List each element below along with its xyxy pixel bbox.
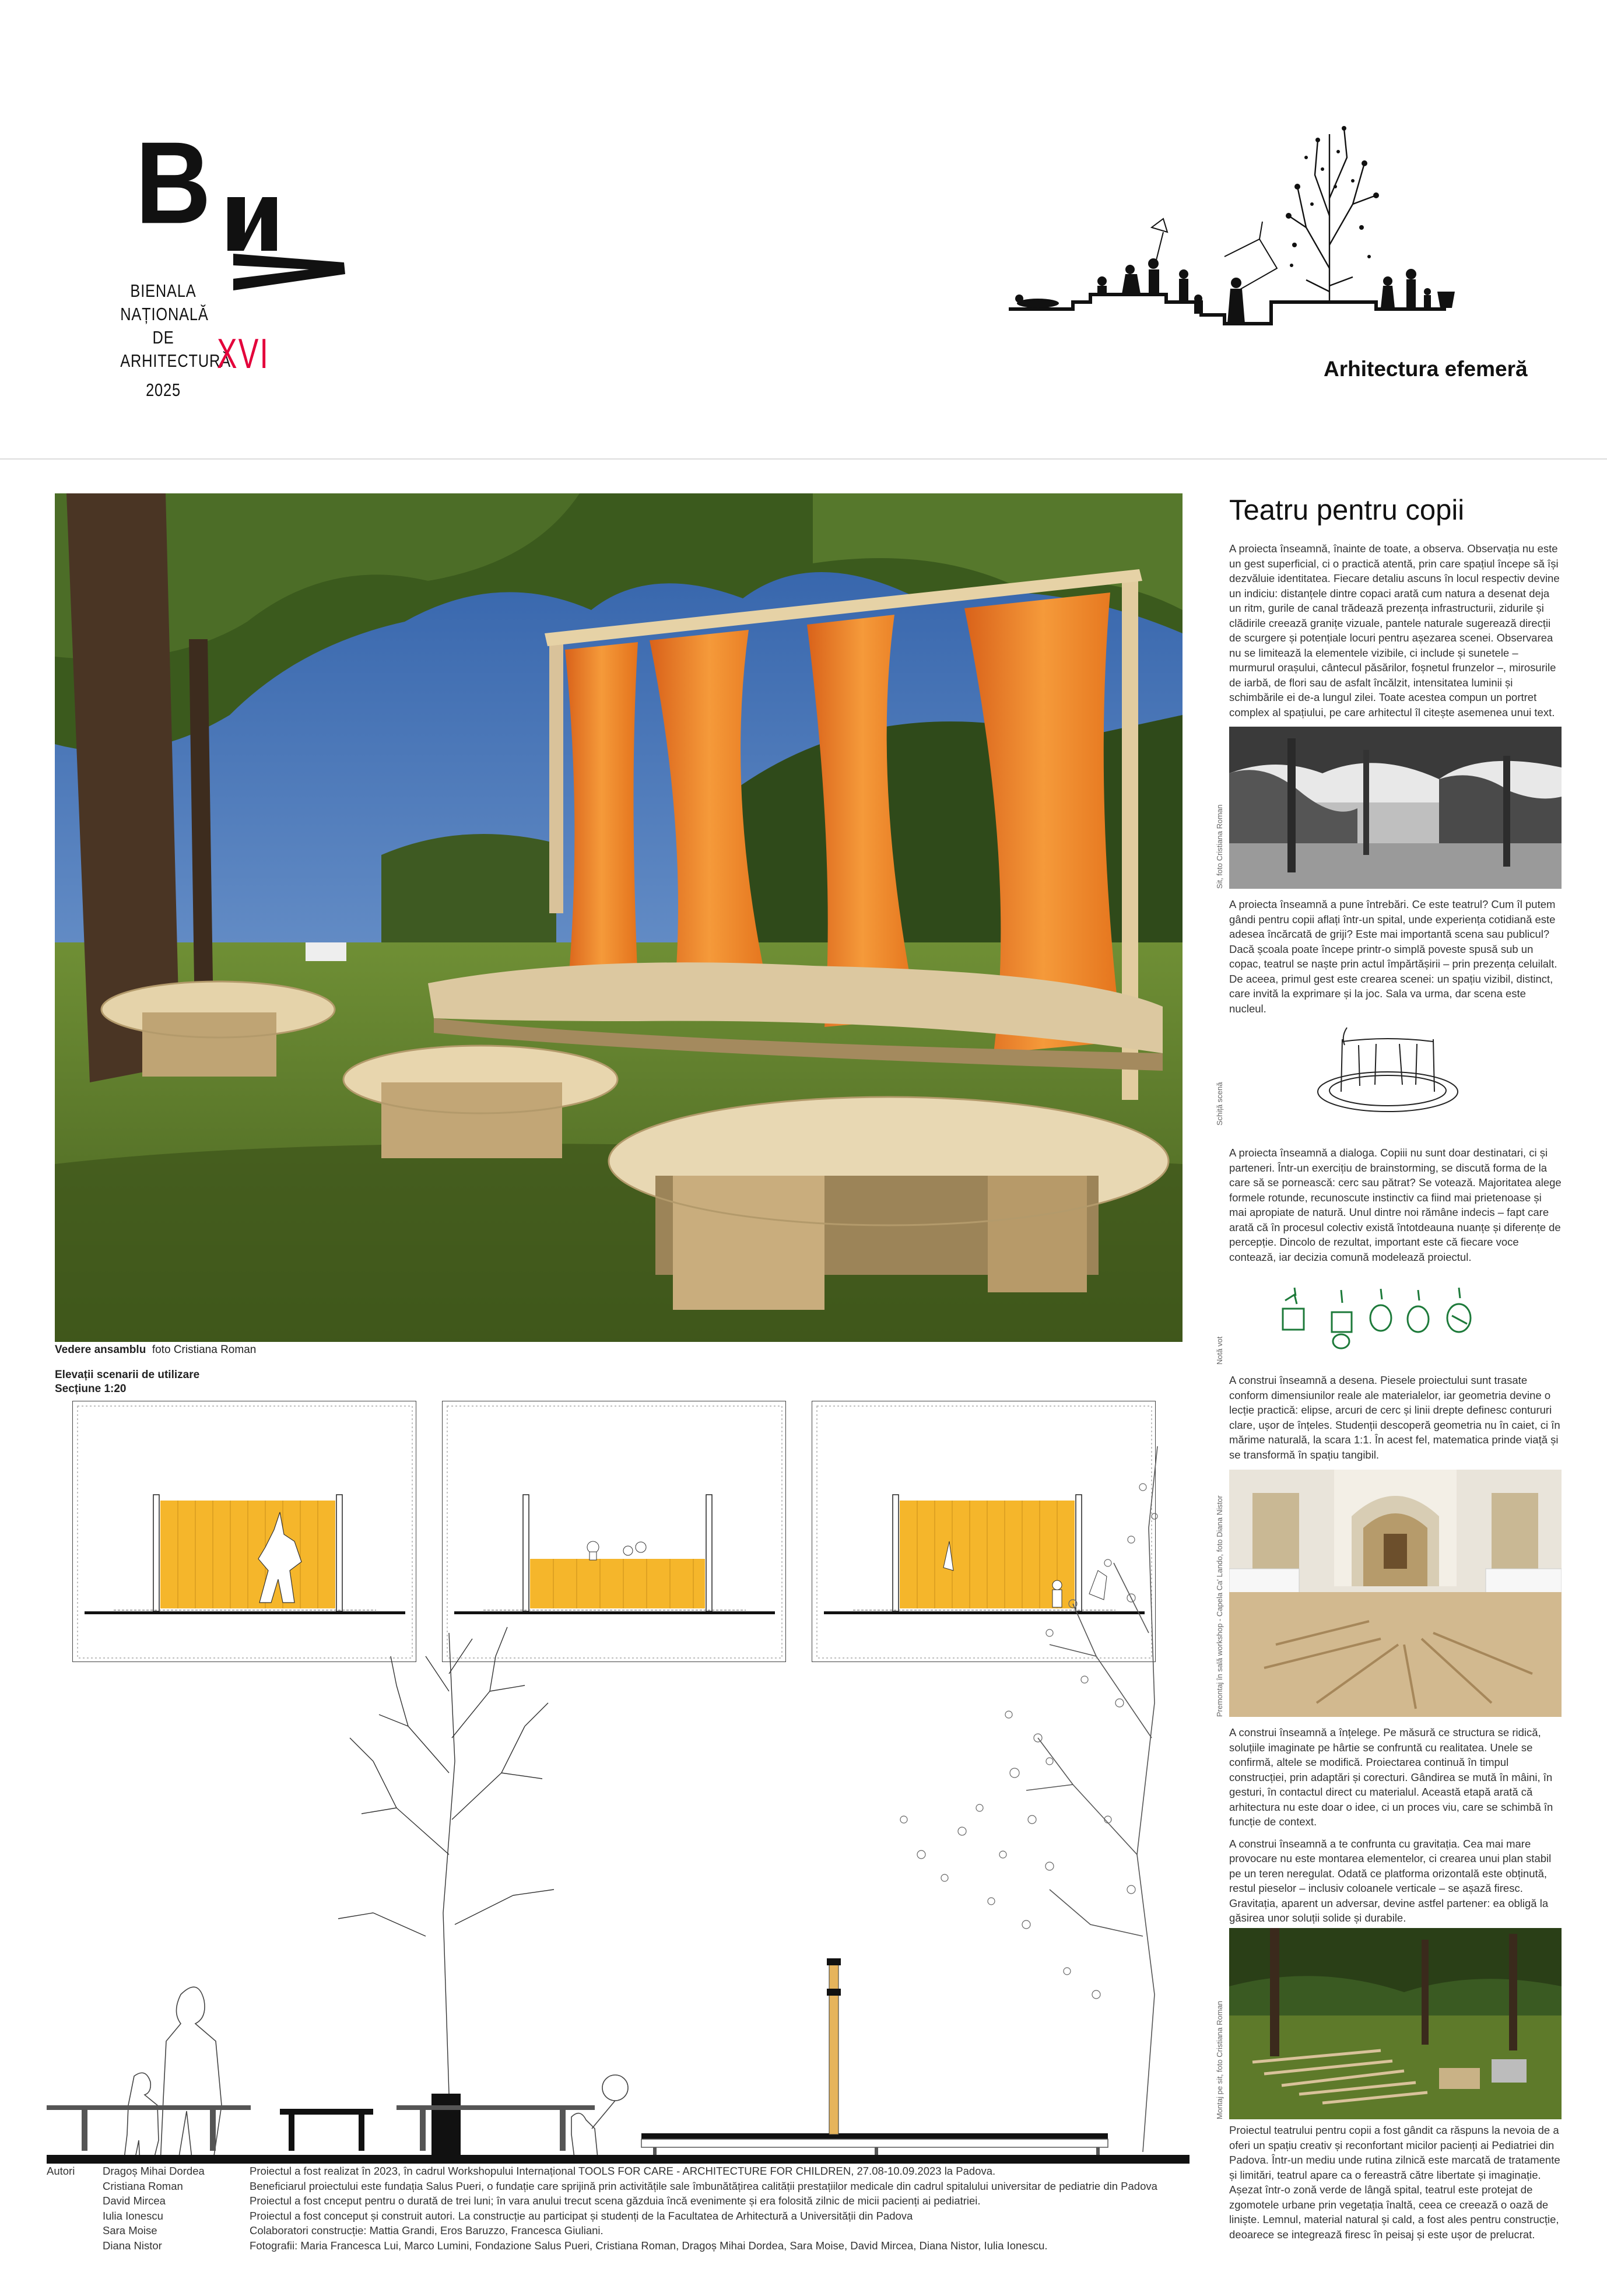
credits-label: Autori [47,2165,75,2177]
project-title: Teatru pentru copii [1229,495,1465,526]
sketch-caption: Schiță scenă [1215,1082,1224,1126]
main-photo-ensemble-view [55,493,1183,1342]
section-theme-label: Arhitectura efemeră [1324,357,1528,381]
header-divider [0,458,1607,460]
workshop-photo [1229,1470,1562,1717]
logo-line: BIENALA [130,281,197,301]
site-photo-caption: Sit, foto Cristiana Roman [1215,804,1224,889]
credit-line: Colaboratori construcție: Mattia Grandi, Eros Baruzzo, Francesca Giuliani. [250,2224,603,2237]
logo-line: 2025 [146,380,181,400]
assembly-photo [1229,1928,1562,2119]
text-column-dialogue [1229,1145,1562,1264]
stage-sketch [1306,1022,1469,1121]
credit-line: Proiectul a fost cnceput pentru o durată de trei luni; în vara anului trecut scena găzduia încă evenimente și era folosită zilnic de micii pacienți ai pediatriei. [250,2195,981,2207]
text-column-conclusion [1229,2123,1562,2242]
credit-line: Fotografii: Maria Francesca Lui, Marco Lumini, Fondazione Salus Pueri, Cristiana Roman, Dragoș Mihai Dordea, Sara Moise, David Mircea, Diana Nistor, Iulia Ionescu. [250,2239,1048,2252]
vote-caption: Notă vot [1215,1336,1224,1365]
credit-line: Proiectul a fost conceput și construit autori. La construcție au participat și studenți de la Facultatea de Arhitectură a Universității din Padova [250,2209,913,2222]
ephemeral-architecture-illustration [1003,117,1528,362]
text-column-questions [1229,897,1562,1016]
main-photo-caption [55,1344,256,1356]
site-photo [1229,727,1562,889]
paragraph-understand: A construi înseamnă a înțelege. Pe măsură ce structura se ridică, soluțiile imaginate pe hârtie se confruntă cu realitatea. Unele se confirmă, altele se modifică. Proiectarea continuă în timpul construcției, prin adaptări și corecturi. Gândirea se mută în mâini, în gesturi, în contactul direct cu materialul. Această etapă arată că arhitectura nu este doar o idee, ci un proces viu, care se schimbă în funcție de context. [1229,1726,1553,1828]
edition-number: XVI [217,331,270,377]
author-name: David Mircea [103,2195,166,2207]
main-caption-title: Vedere ansamblu [55,1344,146,1356]
text-column-top [1229,493,1562,720]
paragraph-draw: A construi înseamnă a desena. Piesele proiectului sunt trasate conform dimensiunilor reale ale materialelor, iar geometria devine o lecție practică: elipse, arcuri de cerc și linii drepte definesc contururi clare, ușor de înțeles. Studenții descoperă geometria nu în caiet, ci în mărime naturală, la scara 1:1. În acest fel, matematica prinde viață și se transformă în spațiu tangibil. [1229,1374,1560,1461]
author-name: Sara Moise [103,2224,157,2237]
paragraph-dialogue: A proiecta înseamnă a dialoga. Copiii nu sunt doar destinatari, ci și parteneri. Într-un exercițiu de brainstorming, se discută forma de la care să se pornească: cerc sau pătrat? Se votează. Majoritatea alege formele rotunde, recunoscute instinctiv ca fiind mai prietenoase și mai apropiate de natură. Unul dintre noi rămâne indecis – fapt care arată că în procesul colectiv există întotdeauna nuanțe și diferențe de percepție. Dincolo de rezultat, important este că fiecare voce contează, iar decizia comună modelează proiectul. [1229,1147,1562,1263]
credit-line: Beneficiarul proiectului este fundația Salus Pueri, o fundație care sprijină prin activitățile sale îmbunătățirea calității prestațiilor medicale din cadrul spitalului universitar de pediatrie din Padova [250,2179,1157,2192]
author-name: Diana Nistor [103,2239,162,2252]
logo-line: DE [152,327,174,348]
logo-line: ARHITECTURĂ [120,350,231,371]
text-column-understand [1229,1725,1562,1926]
assembly-caption: Montaj pe sit, foto Cristiana Roman [1215,2000,1224,2119]
workshop-caption: Premontaj în sală workshop - Capela Ca' Lando, foto Diana Nistor [1215,1495,1224,1717]
paragraph-gravity: A construi înseamnă a te confrunta cu gravitația. Cea mai mare provocare nu este montarea elementelor, ci crearea unui plan stabil pe un teren neregulat. Odată ce platforma orizontală este obținută, restul pieselor – inclusiv coloanele verticale – se așază firesc. Gravitația, aparent un adversar, devine astfel partener: ea obligă la găsirea unor soluții solide și durabile. [1229,1837,1552,1924]
text-column-draw [1229,1373,1562,1462]
paragraph-observe: A proiecta înseamnă, înainte de toate, a observa. Observația nu este un gest superficial, ci o practică atentă, prin care spațiul începe să își dezvăluie identitatea. Fiecare detaliu ascuns în locul respectiv devine un indiciu: distanțele dintre copaci arată cum natura a desenat deja un ritm, gurile de canal trădează prezența infrastructurii, zidurile și clădirile creează granițe vizuale, pantele naturale sugerează direcții de scurgere și potențiale locuri pentru așezarea scenei. Observarea nu se limitează la elementele vizibile, ci include și sunetele – murmurul orașului, cântecul păsărilor, foșnetul frunzelor –, mirosurile de iarbă, de flori sau de asfalt încălzit, intensitatea luminii și schimbările ei de-a lungul zilei. Toate acestea compun un portret complex al spațiului, pe care arhitectul îl citește asemenea unui text. [1229,542,1560,718]
vote-note-sketch [1271,1283,1516,1353]
main-caption-credit: foto Cristiana Roman [152,1344,257,1356]
elevations-title-line-2: Secțiune 1:20 [55,1383,127,1395]
elevations-title [55,1368,199,1396]
logo-letters-na [192,192,350,292]
paragraph-questions: A proiecta înseamnă a pune întrebări. Ce este teatrul? Cum îl putem gândi pentru copii aflați într-un spital, unde experiența cotidiană este adesea încărcată de griji? Este mai importantă scena sau publicul? Dacă școala poate începe printr-o simplă poveste spusă sub un copac, teatrul se naște prin actul împărtășirii – prin prezența celuilalt. De aceea, primul gest este crearea scenei: un spațiu vizibil, distinct, care invită la exprimare și la joc. Sala va urma, dar scena este nucleul. [1229,898,1557,1015]
section-drawing-1-20 [47,1411,1190,2164]
svg-text:B: B [135,135,211,248]
author-name: Iulia Ionescu [103,2209,163,2222]
paragraph-conclusion: Proiectul teatrului pentru copii a fost gândit ca răspuns la nevoia de a oferi un spațiu creativ și reconfortant micilor pacienți ai Pediatriei din Padova. Într-un mediu unde rutina zilnică este marcată de tratamente și limitări, teatrul apare ca o fereastră către libertate și imaginație. Așezat într-o zonă verde de lângă spital, teatrul este protejat de zgomotele urbane prin vegetația înaltă, ceea ce creează o oază de liniște. Lemnul, material natural și cald, a fost ales pentru construcție, deoarece se integrează firesc în peisaj și este ușor de prelucrat. [1229,2124,1560,2241]
logo-line: NAȚIONALĂ [120,304,209,324]
credit-line: Proiectul a fost realizat în 2023, în cadrul Workshopului Internațional TOOLS FOR CARE - ARCHITECTURE FOR CHILDREN, 27.08-10.09.2023 la Padova. [250,2165,996,2177]
author-name: Dragoș Mihai Dordea [103,2165,205,2177]
elevations-title-line-1: Elevații scenarii de utilizare [55,1369,200,1381]
author-name: Cristiana Roman [103,2179,183,2192]
